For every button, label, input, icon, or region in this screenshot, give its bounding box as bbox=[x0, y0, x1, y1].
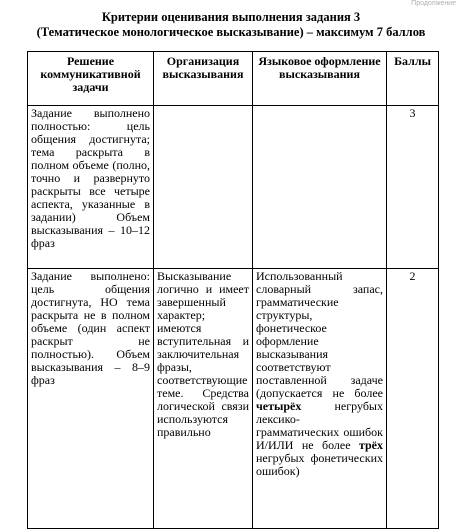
cell-score: 3 bbox=[387, 106, 439, 269]
header-score: Баллы bbox=[387, 52, 439, 106]
page-corner-label: Продолжение bbox=[411, 0, 456, 7]
language-text-2: негрубых лексико-грамматических ошибок И/ИЛИ не более bbox=[256, 399, 383, 452]
table-row bbox=[28, 106, 439, 269]
cell-organization: Высказывание логично и имеет завершенный характер; имеются вступительная и заключительная фразы, соответствующие теме. Средства логической связи используются правильно bbox=[154, 269, 253, 529]
cell-language bbox=[253, 106, 387, 269]
criteria-table bbox=[27, 51, 439, 529]
cell-task: Задание выполнено полностью: цель общения достигнута; тема раскрыта в полном объеме (полно, точно и развернуто раскрыты все четыре аспекта, указанные в задании) Объем высказывания – 10–12 фраз bbox=[28, 106, 154, 269]
header-task: Решение коммуникативной задачи bbox=[28, 52, 154, 106]
language-bold-1: четырёх bbox=[256, 399, 302, 413]
page-title bbox=[0, 10, 462, 40]
title-line-1: Критерии оценивания выполнения задания 3 bbox=[101, 10, 361, 24]
language-text-3: негрубых фонетических ошибок) bbox=[256, 451, 383, 478]
cell-language bbox=[253, 269, 387, 529]
language-bold-2: трёх bbox=[358, 438, 384, 452]
cell-score: 2 bbox=[387, 269, 439, 529]
table-header-row bbox=[28, 52, 439, 106]
header-organization: Организация высказывания bbox=[154, 52, 253, 106]
cell-task: Задание выполнено: цель общения достигнута, НО тема раскрыта не в полном объеме (один аспект раскрыт не полностью). Объем высказывания – 8–9 фраз bbox=[28, 269, 154, 529]
title-line-2: (Тематическое монологическое высказывание) – максимум 7 баллов bbox=[36, 25, 426, 39]
language-text-1: Использованный словарный запас, грамматические структуры, фонетическое оформление высказывания соответствуют поставленной задаче (допускается не более bbox=[256, 269, 383, 400]
cell-organization bbox=[154, 106, 253, 269]
table-row bbox=[28, 269, 439, 529]
header-language: Языковое оформление высказывания bbox=[253, 52, 387, 106]
